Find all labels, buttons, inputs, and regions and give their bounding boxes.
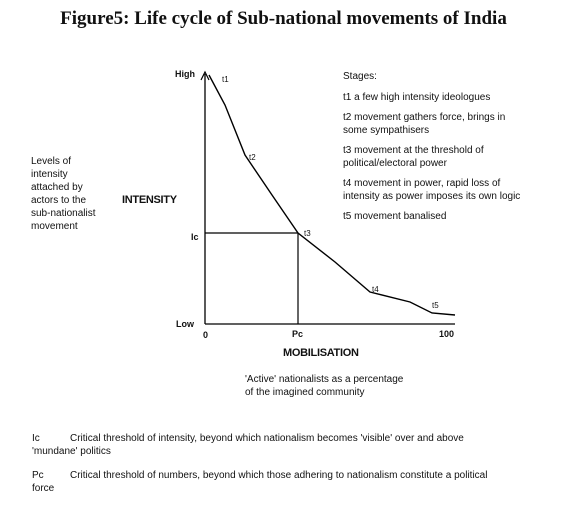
y-axis-title: INTENSITY (122, 194, 177, 206)
footnote-pc (32, 469, 562, 495)
point-label-t2: t2 (249, 153, 256, 162)
stage-item: t5 movement banalised (343, 211, 447, 222)
x-tick-pc: Pc (292, 329, 304, 339)
x-caption-line: 'Active' nationalists as a percentage (245, 374, 404, 385)
footnote-pc-symbol: Pc (32, 470, 44, 481)
point-label-t4: t4 (372, 285, 379, 294)
stage-item (343, 144, 520, 170)
x-axis-title: MOBILISATION (283, 347, 359, 359)
y-side-label-line: movement (31, 221, 78, 232)
y-tick-high: High (175, 69, 195, 79)
stage-item-line: t2 movement gathers force, brings in (343, 112, 506, 123)
x-tick-hundred: 100 (439, 329, 455, 339)
figure-title: Figure5: Life cycle of Sub-national movements of India (60, 8, 507, 29)
footnote-ic-symbol: Ic (32, 433, 40, 444)
footnote-pc-text: Critical threshold of numbers, beyond which those adhering to nationalism constitute a political (70, 470, 488, 481)
y-side-label-line: actors to the (31, 195, 87, 206)
y-side-label-line: Levels of (31, 156, 72, 167)
footnote-pc-text2: force (32, 483, 55, 494)
footnote-ic (32, 432, 562, 458)
x-caption-line: of the imagined community (245, 387, 365, 398)
y-tick-ic: Ic (191, 232, 199, 242)
stage-item-line: t3 movement at the threshold of (343, 145, 484, 156)
point-label-t5: t5 (432, 301, 439, 310)
stages-heading: Stages: (343, 71, 377, 82)
stage-item (343, 111, 520, 137)
stage-item: t1 a few high intensity ideologues (343, 92, 491, 103)
y-side-label-line: sub-nationalist (31, 208, 96, 219)
point-label-t1: t1 (222, 75, 229, 84)
stage-item-line: intensity as power imposes its own logic (343, 191, 521, 202)
stage-item-line: political/electoral power (343, 158, 447, 169)
footnote-pc-line (32, 469, 562, 482)
footnote-ic-text: Critical threshold of intensity, beyond which nationalism becomes 'visible' over and above (70, 433, 464, 444)
y-tick-low: Low (176, 319, 194, 329)
x-tick-zero: 0 (203, 330, 209, 340)
footnote-ic-line (32, 432, 562, 445)
point-label-t3: t3 (304, 229, 311, 238)
stage-item-line: some sympathisers (343, 125, 430, 136)
stage-item-line: t4 movement in power, rapid loss of (343, 178, 501, 189)
x-caption (245, 373, 403, 399)
stage-item (343, 177, 520, 203)
y-side-label-line: intensity (31, 169, 68, 180)
y-side-label-line: attached by (31, 182, 83, 193)
footnote-ic-text2: 'mundane' politics (32, 446, 111, 457)
stages-legend (343, 70, 520, 223)
